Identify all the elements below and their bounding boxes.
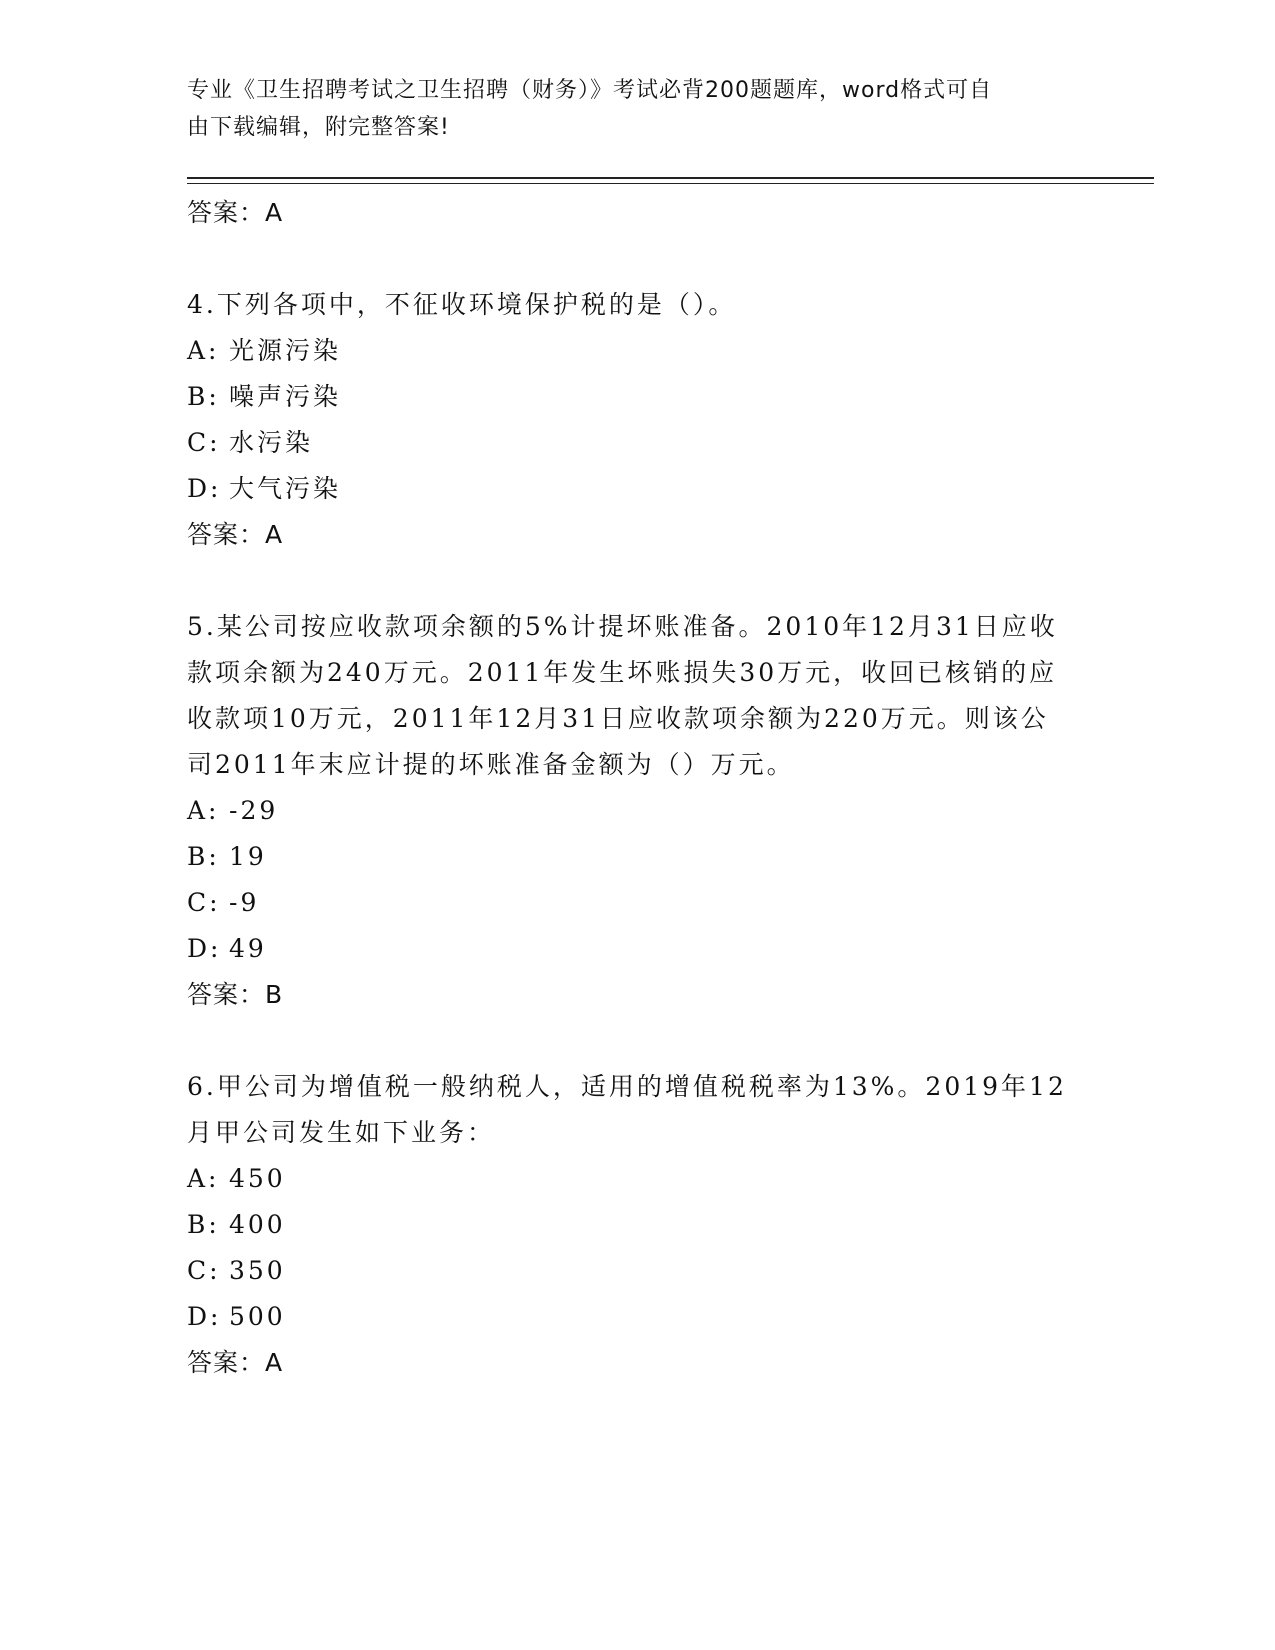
option-b [187, 834, 1087, 880]
option-a [187, 788, 1087, 834]
option-letter: A: [187, 336, 220, 365]
option-c [187, 880, 1087, 926]
option-text: -9 [229, 888, 260, 917]
option-letter: A: [187, 1164, 220, 1193]
question-block [187, 604, 1087, 1018]
option-letter: C: [187, 428, 221, 457]
option-c [187, 420, 1087, 466]
option-text: 光源污染 [229, 336, 342, 365]
option-text: -29 [229, 796, 279, 825]
spacer [187, 1018, 1087, 1064]
option-b [187, 1202, 1087, 1248]
option-letter: D: [187, 1302, 222, 1331]
question-text-line: 6.甲公司为增值税一般纳税人，适用的增值税税率为13%。2019年12 [187, 1072, 1067, 1101]
option-b [187, 374, 1087, 420]
question-text-line: 款项余额为240万元。2011年发生坏账损失30万元，收回已核销的应 [187, 658, 1058, 687]
option-letter: D: [187, 934, 222, 963]
answer-line: 答案：A [187, 1348, 284, 1377]
header-line-1: 专业《卫生招聘考试之卫生招聘（财务）》考试必背200题题库，word格式可自 [187, 78, 993, 103]
header-rule-thick [187, 177, 1154, 179]
option-letter: C: [187, 1256, 221, 1285]
spacer [187, 236, 1087, 282]
question-block [187, 282, 1087, 558]
option-text: 19 [229, 842, 267, 871]
option-text: 水污染 [229, 428, 314, 457]
header-line-2: 由下载编辑，附完整答案! [187, 115, 450, 140]
document-header [187, 72, 1067, 146]
option-letter: C: [187, 888, 221, 917]
question-text-line: 收款项10万元，2011年12月31日应收款项余额为220万元。则该公 [187, 704, 1049, 733]
option-letter: A: [187, 796, 220, 825]
option-a [187, 328, 1087, 374]
answer-line: 答案：A [187, 198, 284, 227]
question-text-line: 5.某公司按应收款项余额的5%计提坏账准备。2010年12月31日应收 [187, 612, 1058, 641]
option-letter: D: [187, 474, 222, 503]
option-text: 400 [229, 1210, 286, 1239]
option-d [187, 466, 1087, 512]
header-rule-thin [187, 183, 1154, 184]
option-text: 350 [229, 1256, 286, 1285]
document-body [187, 190, 1087, 1386]
question-text-line: 司2011年末应计提的坏账准备金额为（）万元。 [187, 750, 795, 779]
option-text: 500 [229, 1302, 286, 1331]
answer-line: 答案：B [187, 980, 284, 1009]
option-letter: B: [187, 382, 220, 411]
option-c [187, 1248, 1087, 1294]
question-text-line: 月甲公司发生如下业务： [187, 1118, 496, 1147]
spacer [187, 558, 1087, 604]
question-block [187, 1064, 1087, 1386]
option-text: 大气污染 [229, 474, 342, 503]
option-text: 450 [229, 1164, 286, 1193]
option-a [187, 1156, 1087, 1202]
option-text: 噪声污染 [229, 382, 342, 411]
option-letter: B: [187, 842, 220, 871]
question-text-line: 4.下列各项中，不征收环境保护税的是（）。 [187, 290, 737, 319]
option-letter: B: [187, 1210, 220, 1239]
answer-line: 答案：A [187, 520, 284, 549]
option-d [187, 926, 1087, 972]
option-d [187, 1294, 1087, 1340]
option-text: 49 [229, 934, 267, 963]
